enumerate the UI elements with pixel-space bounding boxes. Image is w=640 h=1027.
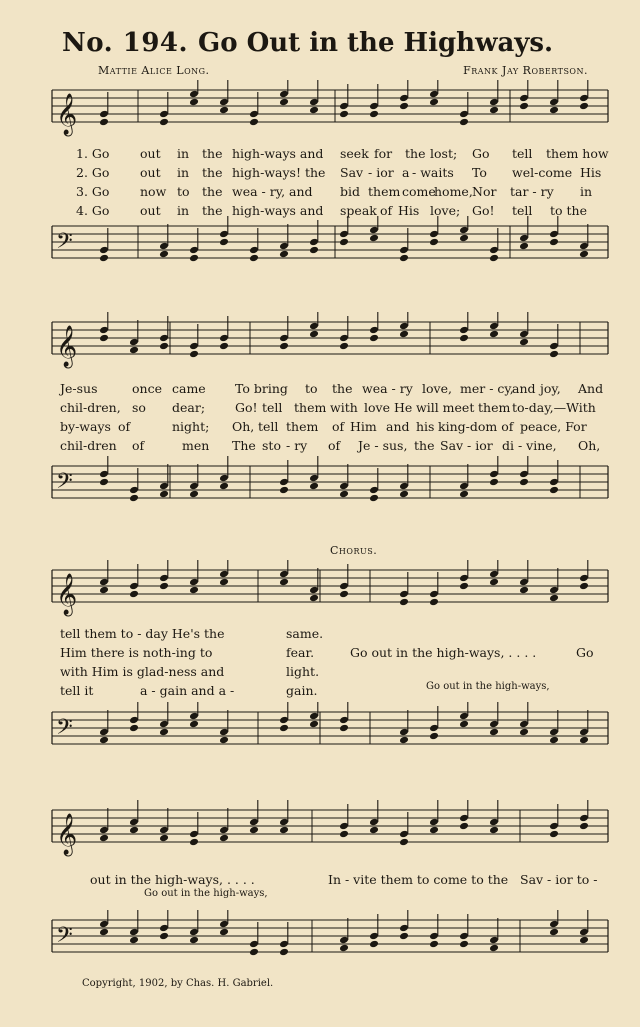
treble-staff bbox=[50, 80, 610, 138]
svg-text:𝄢: 𝄢 bbox=[56, 229, 73, 259]
hymn-number: No. 194. bbox=[62, 28, 189, 58]
verse-line-1: Je-sus once came To bring to the wea - ry love, mer - cy, and joy, And bbox=[60, 381, 604, 396]
treble-staff bbox=[50, 312, 610, 370]
hymn-header bbox=[0, 20, 640, 60]
svg-text:𝄞: 𝄞 bbox=[56, 94, 78, 135]
verse-line-1: out in the high-ways, . . . . In - vite them to come to the Sav - ior to - bbox=[90, 872, 598, 887]
lyricist-credit: Mattie Alice Long. bbox=[98, 64, 210, 77]
verse-line-3: 3. Go now to the wea - ry, and bid them come home, Nor tar - ry in bbox=[76, 184, 593, 199]
treble-staff bbox=[50, 800, 610, 858]
svg-text:𝄞: 𝄞 bbox=[56, 574, 78, 615]
verse-line-3: with Him is glad-ness and light. bbox=[60, 664, 320, 679]
bass-staff bbox=[50, 216, 610, 276]
copyright-notice: Copyright, 1902, by Chas. H. Gabriel. bbox=[82, 978, 274, 989]
verse-line-4: 4. Go out in the high-ways and speak of His love; Go! tell to the bbox=[76, 203, 587, 218]
bass-staff bbox=[50, 456, 610, 516]
verse-line-2: Him there is noth-ing to fear. Go out in the high-ways, . . . . Go bbox=[60, 645, 594, 660]
bass-staff bbox=[50, 910, 610, 970]
bass-lyric: Go out in the high-ways, bbox=[144, 888, 268, 899]
verse-line-1: 1. Go out in the high-ways and seek for the lost; Go tell them how bbox=[76, 146, 609, 161]
bass-lyric: Go out in the high-ways, bbox=[426, 681, 550, 692]
svg-text:𝄞: 𝄞 bbox=[56, 814, 78, 855]
chorus-label: Chorus. bbox=[330, 544, 378, 557]
bass-staff bbox=[50, 702, 610, 762]
svg-text:𝄢: 𝄢 bbox=[56, 715, 73, 745]
verse-line-2: 2. Go out in the high-ways! the Sav - ior a - waits To wel-come His bbox=[76, 165, 602, 180]
verse-line-2: chil-dren, so dear; Go! tell them with love He will meet them to-day,—With bbox=[60, 400, 596, 415]
verse-line-4: tell it a - gain and a - gain. bbox=[60, 683, 318, 698]
verse-line-4: chil-dren of men The sto - ry of Je - sus, the Sav - ior di - vine, Oh, bbox=[60, 438, 601, 453]
svg-text:𝄢: 𝄢 bbox=[56, 469, 73, 499]
hymn-title: Go Out in the Highways. bbox=[198, 28, 554, 58]
verse-line-1: tell them to - day He's the same. bbox=[60, 626, 324, 641]
treble-staff bbox=[50, 560, 610, 618]
verse-line-3: by-ways of night; Oh, tell them of Him and his king-dom of peace, For bbox=[60, 419, 587, 434]
svg-text:𝄞: 𝄞 bbox=[56, 326, 78, 367]
composer-credit: Frank Jay Robertson. bbox=[463, 64, 588, 77]
svg-text:𝄢: 𝄢 bbox=[56, 923, 73, 953]
